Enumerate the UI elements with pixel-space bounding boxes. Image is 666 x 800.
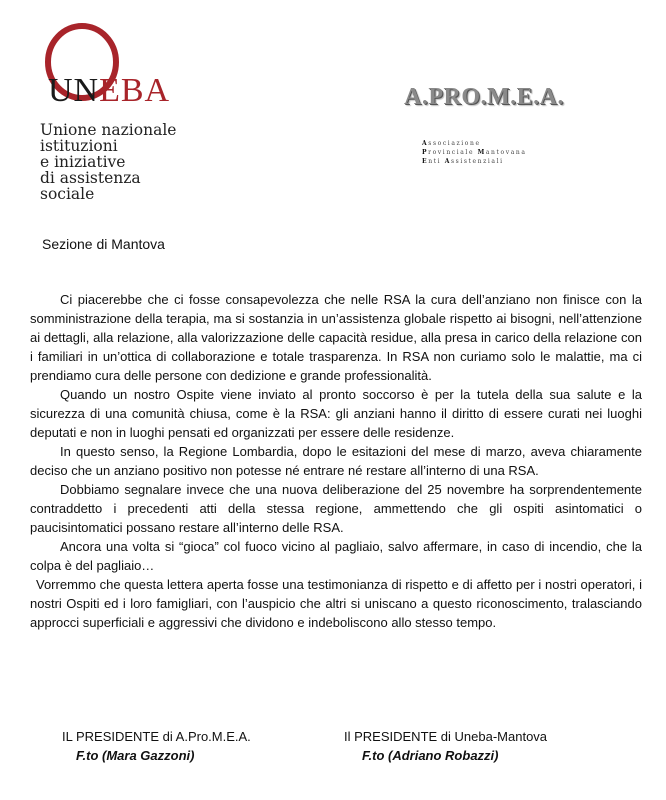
signature-uneba [344,728,547,766]
body-paragraph: Ancora una volta si “gioca” col fuoco vicino al pagliaio, salvo affermare, in caso di incendio, che la colpa è del pagliaio… [30,539,642,573]
apromea-sub-line: Associazione [422,140,481,147]
uneba-name-line: Unione nazionale [40,121,177,139]
signature-name: F.to (Mara Gazzoni) [76,748,195,763]
body-paragraph: Vorremmo che questa lettera aperta fosse una testimonianza di rispetto e di affetto per i nostri operatori, i nostri Ospiti ed i loro famigliari, con l’auspicio che altri si uniscano a questo riconoscimento, tralasciando approcci superficiali e aggressivi che dividono e indeboliscono allo stesso tempo. [30,577,642,630]
signature-name: F.to (Adriano Robazzi) [362,748,499,763]
apromea-subtitle [422,139,527,166]
apromea-sub-line: Provinciale Mantovana [422,149,527,156]
signature-title: Il PRESIDENTE di Uneba-Mantova [344,729,548,744]
uneba-name-line: sociale [40,185,95,203]
body-paragraph: Dobbiamo segnalare invece che una nuova deliberazione del 25 novembre ha sorprendentemente contraddetto i precedenti atti della stessa regione, ammettendo che gli ospiti asintomatici o paucisintomatici possano restare all’interno delle RSA. [30,482,642,535]
apromea-sub-line: Enti Assistenziali [422,158,504,165]
body-paragraph: In questo senso, la Regione Lombardia, dopo le esitazioni del mese di marzo, aveva chiaramente deciso che un anziano positivo non potesse né entrare né restare all’interno di una RSA. [30,444,642,478]
apromea-logo: A.PRO.M.E.A. [404,84,564,110]
uneba-name-line: e iniziative [40,153,126,171]
section-heading: Sezione di Mantova [42,236,165,252]
uneba-name-line: di assistenza [40,169,141,187]
body-paragraph: Ci piacerebbe che ci fosse consapevolezza che nelle RSA la cura dell’anziano non finisce con la somministrazione della terapia, ma si sostanzia in un’assistenza globale rispetto ai bisogni, nell’attenzione ai dettagli, alla relazione, alla valorizzazione delle capacità residue, alla presa in carico della relazione con i familiari in un’ottica di collaborazione e totale trasparenza. In RSA non curiamo solo le malattie, ma ci prendiamo cura delle persone con dedizione e grande professionalità. [30,292,642,383]
uneba-logo-text: UNEBA [48,72,171,109]
letter-body [30,290,642,632]
body-paragraph: Quando un nostro Ospite viene inviato al pronto soccorso è per la tutela della sua salute e la sicurezza di una comunità chiusa, come è la RSA: gli anziani hanno il diritto di essere curati nei luoghi deputati e non in luoghi pensati ed organizzati per essere delle residenze. [30,387,642,440]
uneba-name-line: istituzioni [40,137,118,155]
signature-title: IL PRESIDENTE di A.Pro.M.E.A. [62,729,251,744]
signature-apromea [62,728,251,766]
uneba-full-name [40,122,176,202]
